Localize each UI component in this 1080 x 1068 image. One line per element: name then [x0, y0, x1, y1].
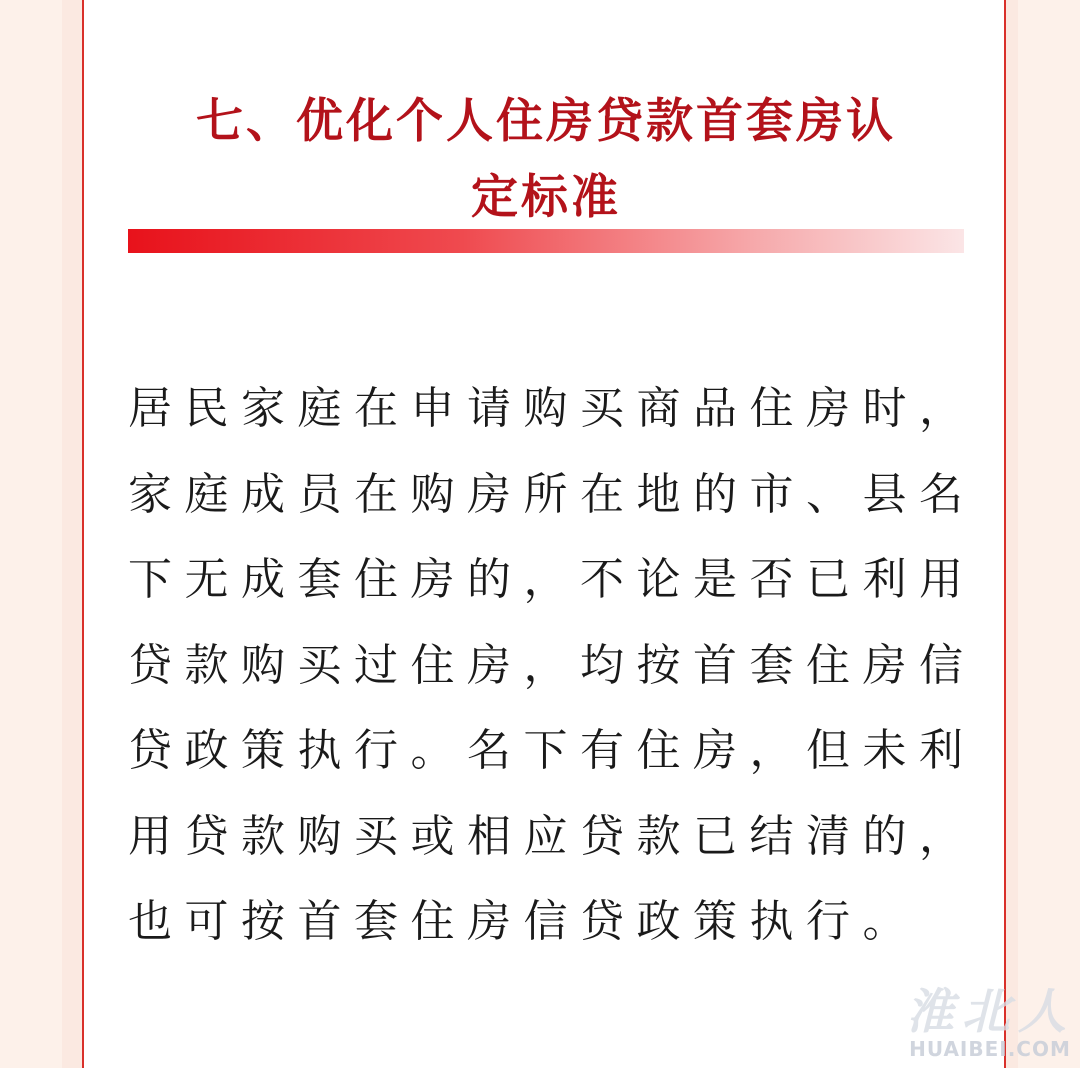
body-line: 用贷款购买或相应贷款已结清的， — [128, 810, 976, 862]
left-inner-band — [62, 0, 82, 1068]
heading-underline-bar — [128, 229, 964, 253]
body-line: 贷款购买过住房，均按首套住房信 — [128, 639, 976, 691]
body-paragraph — [128, 366, 978, 965]
watermark-logo-text: 淮北人 — [905, 984, 1074, 1040]
right-inner-band — [1006, 0, 1018, 1068]
site-watermark — [906, 986, 1074, 1060]
body-line: 也可按首套住房信贷政策执行。 — [128, 896, 919, 947]
section-heading-line-1: 七、优化个人住房贷款首套房认 — [196, 94, 896, 149]
section-heading — [128, 84, 964, 236]
section-heading-line-2: 定标准 — [471, 170, 621, 225]
watermark-domain-text: HUAIBEI.COM — [909, 1037, 1071, 1061]
body-line: 下无成套住房的，不论是否已利用 — [128, 554, 976, 605]
left-margin — [0, 0, 62, 1068]
body-line: 家庭成员在购房所在地的市、县名 — [128, 468, 976, 520]
right-margin — [1018, 0, 1080, 1068]
body-line: 居民家庭在申请购买商品住房时， — [128, 383, 976, 434]
body-line: 贷政策执行。名下有住房，但未利 — [128, 725, 976, 776]
